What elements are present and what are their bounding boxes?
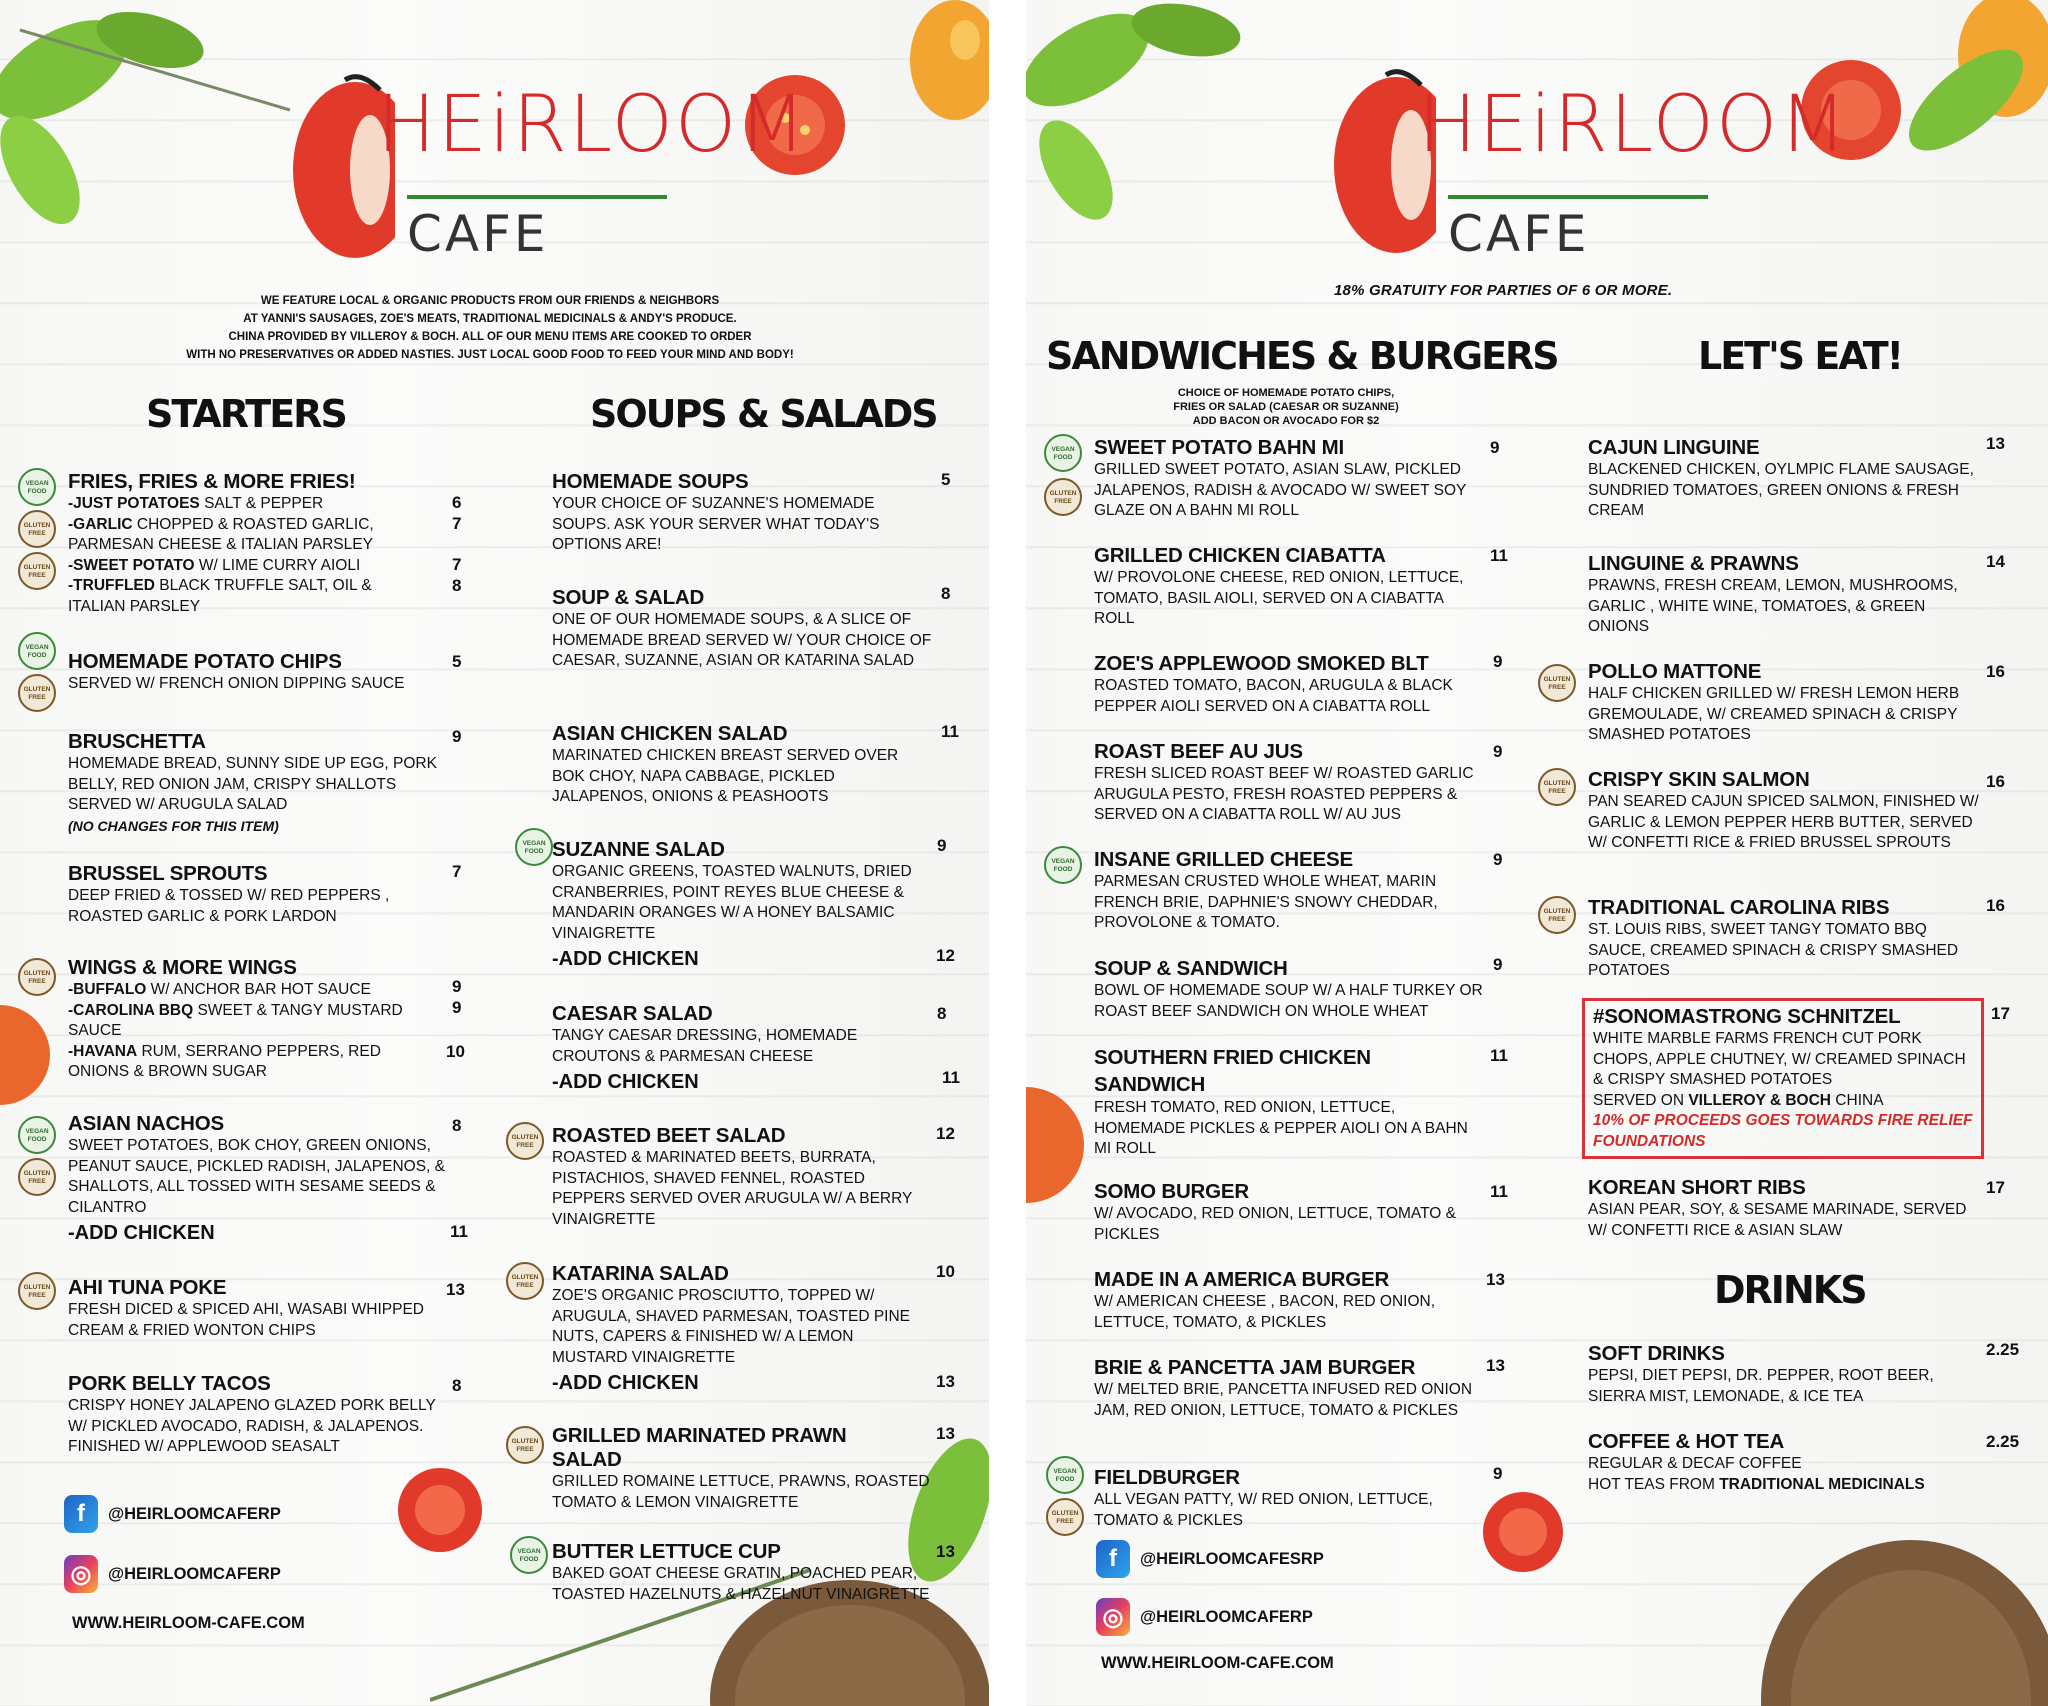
- item-desc: PAN SEARED CAJUN SPICED SALMON, FINISHED W/ GARLIC & LEMON PEPPER HERB BUTTER, SERVED W/ CONFETTI RICE & FRIED BRUSSEL SPROUTS: [1588, 793, 1979, 851]
- item-price: 8: [937, 1004, 947, 1023]
- menu-item-fieldburger: [1094, 1466, 1484, 1531]
- gluten-free-badge-icon: GLUTEN FREE: [506, 1262, 544, 1300]
- item-name: INSANE GRILLED CHEESE: [1094, 848, 1353, 871]
- item-desc: -GARLIC CHOPPED & ROASTED GARLIC, PARMESAN CHEESE & ITALIAN PARSLEY: [68, 515, 374, 553]
- item-name: SOUP & SANDWICH: [1094, 957, 1288, 980]
- cafe-logo: [285, 45, 808, 285]
- item-price: 6: [452, 493, 462, 512]
- menu-item-soft-drinks: [1588, 1342, 1988, 1407]
- item-price: 9: [1490, 438, 1500, 457]
- item-price: 11: [1490, 1046, 1508, 1065]
- menu-item-insane-grilled-cheese: [1094, 848, 1484, 934]
- item-name: SOUP & SALAD: [552, 586, 705, 609]
- item-desc: GRILLED SWEET POTATO, ASIAN SLAW, PICKLED JALAPENOS, RADISH & AVOCADO W/ SWEET SOY GLAZE ON A BAHN MI ROLL: [1094, 461, 1467, 519]
- menu-item-asian-nachos: [68, 1112, 458, 1246]
- facebook-link[interactable]: [64, 1495, 281, 1533]
- menu-item-fries: [68, 470, 468, 617]
- menu-item-sweet-potato-bahn-mi: [1094, 436, 1484, 522]
- gluten-free-badge-icon: GLUTEN FREE: [18, 552, 56, 590]
- website-link[interactable]: WWW.HEIRLOOM-CAFE.COM: [1101, 1654, 1334, 1672]
- add-chicken-option: -ADD CHICKEN: [552, 1372, 699, 1394]
- item-desc: CRISPY HONEY JALAPENO GLAZED PORK BELLY W/ PICKLED AVOCADO, RADISH, & JALAPENOS. FINISHED W/ APPLEWOOD SEASALT: [68, 1397, 436, 1455]
- item-desc: W/ PROVOLONE CHEESE, RED ONION, LETTUCE, TOMATO, BASIL AIOLI, SERVED ON A CIABATTA ROLL: [1094, 569, 1464, 627]
- gluten-free-badge-icon: GLUTEN FREE: [18, 1158, 56, 1196]
- item-price: 13: [936, 1424, 955, 1443]
- sides-note-line: ADD BACON OR AVOCADO FOR $2: [1192, 415, 1380, 427]
- section-title-lets-eat: LET'S EAT!: [1698, 334, 1902, 378]
- menu-item-suzanne-salad: [552, 838, 932, 972]
- menu-item-soup-salad: [552, 586, 932, 672]
- item-price: 16: [1986, 896, 2005, 915]
- menu-item-butter-lettuce-cup: [552, 1540, 942, 1605]
- logo-heirloom-text: HEiRLOOM: [1418, 80, 1849, 170]
- facebook-handle: @HEIRLOOMCAFESRP: [1140, 1549, 1324, 1568]
- item-note: (NO CHANGES FOR THIS ITEM): [68, 817, 279, 834]
- item-price: 11: [1490, 1182, 1508, 1201]
- item-name: CAJUN LINGUINE: [1588, 436, 1760, 459]
- logo-cafe-text: CAFE: [1448, 205, 1590, 263]
- item-name: BRIE & PANCETTA JAM BURGER: [1094, 1356, 1416, 1379]
- item-desc: W/ MELTED BRIE, PANCETTA INFUSED RED ONION JAM, RED ONION, LETTUCE, TOMATO & PICKLES: [1094, 1381, 1473, 1419]
- item-desc: FRESH DICED & SPICED AHI, WASABI WHIPPED CREAM & FRIED WONTON CHIPS: [68, 1301, 424, 1339]
- menu-item-roast-beef-au-jus: [1094, 740, 1484, 826]
- item-desc: ALL VEGAN PATTY, W/ RED ONION, LETTUCE, TOMATO & PICKLES: [1094, 1491, 1433, 1529]
- menu-item-soup-sandwich: [1094, 957, 1484, 1022]
- gluten-free-badge-icon: GLUTEN FREE: [1538, 768, 1576, 806]
- item-price: 9: [452, 998, 462, 1017]
- cherry-tomato-decoration: [1481, 1490, 1566, 1575]
- vegan-badge-icon: VEGAN FOOD: [18, 468, 56, 506]
- section-title-starters: STARTERS: [146, 392, 346, 436]
- logo-divider: [407, 195, 667, 199]
- instagram-icon: ◎: [64, 1555, 98, 1593]
- vegan-badge-icon: VEGAN FOOD: [1044, 846, 1082, 884]
- item-price: 9: [1493, 742, 1503, 761]
- item-price: 12: [936, 1124, 955, 1143]
- vegan-badge-icon: VEGAN FOOD: [1046, 1456, 1084, 1494]
- menu-item-wings: [68, 956, 418, 1083]
- item-name: KOREAN SHORT RIBS: [1588, 1176, 1806, 1199]
- menu-item-pork-belly-tacos: [68, 1372, 458, 1458]
- item-price: 11: [942, 1068, 960, 1087]
- instagram-link[interactable]: [64, 1555, 281, 1593]
- item-price: 2.25: [1986, 1432, 2020, 1451]
- menu-item-crispy-skin-salmon: [1588, 768, 1988, 854]
- item-price: 10: [936, 1262, 955, 1281]
- item-price: 13: [446, 1280, 465, 1299]
- item-desc: SERVED W/ FRENCH ONION DIPPING SAUCE: [68, 675, 405, 692]
- item-desc: ONE OF OUR HOMEMADE SOUPS, & A SLICE OF HOMEMADE BREAD SERVED W/ YOUR CHOICE OF CAESAR, SUZANNE, ASIAN OR KATARINA SALAD: [552, 611, 932, 669]
- item-desc: GRILLED ROMAINE LETTUCE, PRAWNS, ROASTED TOMATO & LEMON VINAIGRETTE: [552, 1473, 930, 1511]
- menu-item-brussel-sprouts: [68, 862, 408, 927]
- item-desc: PEPSI, DIET PEPSI, DR. PEPPER, ROOT BEER, SIERRA MIST, LEMONADE, & ICE TEA: [1588, 1367, 1934, 1405]
- instagram-icon: ◎: [1096, 1598, 1130, 1636]
- item-desc: ROASTED TOMATO, BACON, ARUGULA & BLACK PEPPER AIOLI SERVED ON A CIABATTA ROLL: [1094, 677, 1453, 715]
- gluten-free-badge-icon: GLUTEN FREE: [18, 674, 56, 712]
- menu-item-chicken-ciabatta: [1094, 544, 1484, 630]
- bread-decoration: [1741, 1510, 2048, 1706]
- item-name: SOMO BURGER: [1094, 1180, 1249, 1203]
- item-name: FRIES, FRIES & MORE FRIES!: [68, 470, 356, 493]
- item-price: 11: [1490, 546, 1508, 565]
- item-name: BUTTER LETTUCE CUP: [552, 1540, 781, 1563]
- gluten-free-badge-icon: GLUTEN FREE: [1538, 896, 1576, 934]
- item-price: 8: [452, 576, 462, 595]
- item-desc: -CAROLINA BBQ SWEET & TANGY MUSTARD SAUCE: [68, 1001, 403, 1039]
- gluten-free-badge-icon: GLUTEN FREE: [1046, 1498, 1084, 1536]
- item-desc: TANGY CAESAR DRESSING, HOMEMADE CROUTONS & PARMESAN CHEESE: [552, 1027, 858, 1065]
- item-name: ASIAN NACHOS: [68, 1112, 224, 1135]
- logo-cafe-text: CAFE: [407, 205, 549, 263]
- item-price: 7: [452, 555, 462, 574]
- menu-item-katarina-salad: [552, 1262, 932, 1396]
- item-desc: W/ AVOCADO, RED ONION, LETTUCE, TOMATO & PICKLES: [1094, 1205, 1457, 1243]
- item-desc: PRAWNS, FRESH CREAM, LEMON, MUSHROOMS, GARLIC , WHITE WINE, TOMATOES, & GREEN ONIONS: [1588, 577, 1958, 635]
- item-desc: BOWL OF HOMEMADE SOUP W/ A HALF TURKEY OR ROAST BEEF SANDWICH ON WHOLE WHEAT: [1094, 982, 1483, 1020]
- item-desc: ROASTED & MARINATED BEETS, BURRATA, PISTACHIOS, SHAVED FENNEL, ROASTED PEPPERS SERVED OVER ARUGULA W/ A BERRY VINAIGRETTE: [552, 1149, 913, 1228]
- item-name: #SONOMASTRONG SCHNITZEL: [1593, 1005, 1901, 1028]
- sandwich-sides-note: [1136, 386, 1436, 428]
- fire-relief-note: 10% OF PROCEEDS GOES TOWARDS FIRE RELIEF FOUNDATIONS: [1593, 1112, 1973, 1150]
- menu-item-sonomastrong-schnitzel: [1582, 998, 1984, 1159]
- item-price: 17: [1991, 1004, 2010, 1023]
- item-price: 9: [937, 836, 947, 855]
- basil-leaves-decoration: [0, 0, 300, 280]
- item-name: CAESAR SALAD: [552, 1002, 713, 1025]
- item-price: 11: [450, 1222, 468, 1241]
- item-price: 16: [1986, 772, 2005, 791]
- item-price: 7: [452, 862, 462, 881]
- item-desc: ORGANIC GREENS, TOASTED WALNUTS, DRIED CRANBERRIES, POINT REYES BLUE CHEESE & MANDARIN ORANGES W/ A HONEY BALSAMIC VINAIGRETTE: [552, 863, 912, 942]
- item-desc: DEEP FRIED & TOSSED W/ RED PEPPERS , ROASTED GARLIC & PORK LARDON: [68, 887, 390, 925]
- item-desc: ST. LOUIS RIBS, SWEET TANGY TOMATO BBQ SAUCE, CREAMED SPINACH & CRISPY SMASHED POTATOES: [1588, 921, 1959, 979]
- tomato-slice-decoration: [0, 1000, 50, 1110]
- item-name: ASIAN CHICKEN SALAD: [552, 722, 788, 745]
- item-name: SOUTHERN FRIED CHICKEN SANDWICH: [1094, 1046, 1371, 1096]
- item-price: 13: [936, 1542, 955, 1561]
- section-title-sandwiches-burgers: SANDWICHES & BURGERS: [1046, 334, 1558, 378]
- menu-item-potato-chips: [68, 650, 448, 695]
- item-name: MADE IN A AMERICA BURGER: [1094, 1268, 1390, 1291]
- facebook-handle: @HEIRLOOMCAFERP: [108, 1504, 281, 1523]
- item-name: TRADITIONAL CAROLINA RIBS: [1588, 896, 1890, 919]
- menu-item-coffee-hot-tea: [1588, 1430, 2008, 1495]
- item-desc: FRESH SLICED ROAST BEEF W/ ROASTED GARLIC ARUGULA PESTO, FRESH ROASTED PEPPERS & SERVED ON A CIABATTA ROLL W/ AU JUS: [1094, 765, 1474, 823]
- item-desc: FRESH TOMATO, RED ONION, LETTUCE, HOMEMADE PICKLES & PEPPER AIOLI ON A BAHN MI ROLL: [1094, 1099, 1468, 1157]
- intro-line: WE FEATURE LOCAL & ORGANIC PRODUCTS FROM OUR FRIENDS & NEIGHBORS: [260, 295, 720, 307]
- item-desc: SERVED ON VILLEROY & BOCH CHINA: [1593, 1091, 1884, 1109]
- cherry-tomato-decoration: [395, 1465, 485, 1555]
- item-desc: -JUST POTATOES SALT & PEPPER: [68, 495, 324, 512]
- intro-line: WITH NO PRESERVATIVES OR ADDED NASTIES. JUST LOCAL GOOD FOOD TO FEED YOUR MIND AND BODY!: [186, 349, 794, 361]
- intro-line: AT YANNI'S SAUSAGES, ZOE'S MEATS, TRADITIONAL MEDICINALS & ANDY'S PRODUCE.: [243, 313, 737, 325]
- item-price: 12: [936, 946, 955, 965]
- item-price: 13: [936, 1372, 955, 1391]
- logo-divider: [1448, 195, 1708, 199]
- item-desc: WHITE MARBLE FARMS FRENCH CUT PORK CHOPS, APPLE CHUTNEY, W/ CREAMED SPINACH & CRISPY SMASHED POTATOES: [1593, 1030, 1966, 1088]
- item-price: 9: [1493, 1464, 1503, 1483]
- item-desc: BAKED GOAT CHEESE GRATIN, POACHED PEAR, TOASTED HAZELNUTS & HAZELNUT VINAIGRETTE: [552, 1565, 930, 1603]
- item-desc: BLACKENED CHICKEN, OYLMPIC FLAME SAUSAGE, SUNDRIED TOMATOES, GREEN ONIONS & FRESH CREAM: [1588, 461, 1974, 519]
- item-name: SWEET POTATO BAHN MI: [1094, 436, 1344, 459]
- facebook-icon: f: [64, 1495, 98, 1533]
- item-desc: -SWEET POTATO W/ LIME CURRY AIOLI: [68, 556, 361, 574]
- item-price: 9: [1493, 955, 1503, 974]
- gluten-free-badge-icon: GLUTEN FREE: [1044, 478, 1082, 516]
- item-name: AHI TUNA POKE: [68, 1276, 227, 1299]
- menu-item-applewood-blt: [1094, 652, 1484, 717]
- item-desc: -TRUFFLED BLACK TRUFFLE SALT, OIL & ITALIAN PARSLEY: [68, 577, 372, 615]
- basil-leaves-decoration: [1886, 30, 2046, 170]
- logo-heirloom-text: HEiRLOOM: [377, 80, 808, 170]
- add-chicken-option: -ADD CHICKEN: [552, 948, 699, 970]
- gluten-free-badge-icon: GLUTEN FREE: [18, 510, 56, 548]
- item-name: HOMEMADE POTATO CHIPS: [68, 650, 342, 673]
- item-name: ROAST BEEF AU JUS: [1094, 740, 1303, 763]
- sides-note-line: FRIES OR SALAD (CAESAR OR SUZANNE): [1173, 401, 1399, 413]
- add-chicken-option: -ADD CHICKEN: [68, 1222, 215, 1244]
- instagram-link[interactable]: [1096, 1598, 1313, 1636]
- gluten-free-badge-icon: GLUTEN FREE: [506, 1122, 544, 1160]
- vegan-badge-icon: VEGAN FOOD: [18, 1116, 56, 1154]
- add-chicken-option: -ADD CHICKEN: [552, 1071, 699, 1093]
- item-price: 5: [941, 470, 951, 489]
- vegan-badge-icon: VEGAN FOOD: [18, 632, 56, 670]
- instagram-handle: @HEIRLOOMCAFERP: [108, 1564, 281, 1583]
- item-price: 13: [1986, 434, 2005, 453]
- item-price: 5: [452, 652, 462, 671]
- item-name: KATARINA SALAD: [552, 1262, 729, 1285]
- gluten-free-badge-icon: GLUTEN FREE: [506, 1426, 544, 1464]
- gluten-free-badge-icon: GLUTEN FREE: [1538, 664, 1576, 702]
- item-name: GRILLED CHICKEN CIABATTA: [1094, 544, 1386, 567]
- menu-item-pollo-mattone: [1588, 660, 1988, 746]
- item-name: PORK BELLY TACOS: [68, 1372, 271, 1395]
- section-title-drinks: DRINKS: [1714, 1268, 1866, 1312]
- item-desc: ZOE'S ORGANIC PROSCIUTTO, TOPPED W/ ARUGULA, SHAVED PARMESAN, TOASTED PINE NUTS, CAPERS & FINISHED W/ A LEMON MUSTARD VINAIGRETTE: [552, 1287, 911, 1366]
- item-name: SUZANNE SALAD: [552, 838, 725, 861]
- facebook-link[interactable]: [1096, 1540, 1324, 1578]
- item-desc: PARMESAN CRUSTED WHOLE WHEAT, MARIN FRENCH BRIE, DAPHNIE'S SNOWY CHEDDAR, PROVOLONE & TOMATO.: [1094, 873, 1438, 931]
- item-name: ZOE'S APPLEWOOD SMOKED BLT: [1094, 652, 1429, 675]
- cafe-logo: [1326, 40, 1849, 280]
- item-price: 13: [1486, 1356, 1505, 1375]
- gratuity-note: 18% GRATUITY FOR PARTIES OF 6 OR MORE.: [1334, 282, 1673, 299]
- menu-item-brie-pancetta-burger: [1094, 1356, 1484, 1421]
- item-price: 9: [452, 977, 462, 996]
- menu-item-asian-chicken-salad: [552, 722, 932, 808]
- sides-note-line: CHOICE OF HOMEMADE POTATO CHIPS,: [1177, 387, 1395, 399]
- facebook-icon: f: [1096, 1540, 1130, 1578]
- menu-item-homemade-soups: [552, 470, 932, 556]
- item-price: 13: [1486, 1270, 1505, 1289]
- gluten-free-badge-icon: GLUTEN FREE: [18, 958, 56, 996]
- item-price: 17: [1986, 1178, 2005, 1197]
- menu-item-cajun-linguine: [1588, 436, 1988, 522]
- item-price: 8: [941, 584, 951, 603]
- tomato-slice-decoration: [1026, 1080, 1086, 1210]
- item-price: 7: [452, 514, 462, 533]
- item-desc: ASIAN PEAR, SOY, & SESAME MARINADE, SERVED W/ CONFETTI RICE & ASIAN SLAW: [1588, 1201, 1967, 1239]
- vegan-badge-icon: VEGAN FOOD: [1044, 434, 1082, 472]
- intro-line: CHINA PROVIDED BY VILLEROY & BOCH. ALL OF OUR MENU ITEMS ARE COOKED TO ORDER: [228, 331, 752, 343]
- item-price: 2.25: [1986, 1340, 2020, 1359]
- item-name: LINGUINE & PRAWNS: [1588, 552, 1799, 575]
- instagram-handle: @HEIRLOOMCAFERP: [1140, 1607, 1313, 1626]
- item-price: 11: [941, 722, 959, 741]
- item-desc: -BUFFALO W/ ANCHOR BAR HOT SAUCE: [68, 981, 371, 998]
- menu-item-prawn-salad: [552, 1424, 942, 1513]
- item-price: 10: [446, 1042, 465, 1061]
- website-link[interactable]: WWW.HEIRLOOM-CAFE.COM: [72, 1614, 305, 1632]
- item-name: POLLO MATTONE: [1588, 660, 1762, 683]
- vegan-badge-icon: VEGAN FOOD: [515, 828, 553, 866]
- yellow-tomato-decoration: [900, 0, 989, 140]
- menu-item-bruschetta: [68, 730, 458, 836]
- item-price: 14: [1986, 552, 2005, 571]
- item-desc: MARINATED CHICKEN BREAST SERVED OVER BOK CHOY, NAPA CABBAGE, PICKLED JALAPENOS, ONIONS & PEASHOOTS: [552, 747, 899, 805]
- item-desc: SWEET POTATOES, BOK CHOY, GREEN ONIONS, PEANUT SAUCE, PICKLED RADISH, JALAPENOS, & SHALLOTS, ALL TOSSED WITH SESAME SEEDS & CILANTRO: [68, 1137, 445, 1216]
- menu-page-2: [1026, 0, 2048, 1706]
- menu-item-carolina-ribs: [1588, 896, 1988, 982]
- item-name: HOMEMADE SOUPS: [552, 470, 749, 493]
- menu-item-america-burger: [1094, 1268, 1484, 1333]
- item-desc: HALF CHICKEN GRILLED W/ FRESH LEMON HERB GREMOULADE, W/ CREAMED SPINACH & CRISPY SMASHED POTATOES: [1588, 685, 1960, 743]
- item-desc: REGULAR & DECAF COFFEE: [1588, 1455, 1802, 1472]
- menu-item-somo-burger: [1094, 1180, 1484, 1245]
- item-name: ROASTED BEET SALAD: [552, 1124, 786, 1147]
- item-desc: HOT TEAS FROM TRADITIONAL MEDICINALS: [1588, 1475, 1925, 1493]
- vegan-badge-icon: VEGAN FOOD: [510, 1536, 548, 1574]
- item-name: BRUSSEL SPROUTS: [68, 862, 268, 885]
- item-name: BRUSCHETTA: [68, 730, 206, 753]
- menu-item-caesar-salad: [552, 1002, 932, 1095]
- menu-item-korean-short-ribs: [1588, 1176, 1988, 1241]
- item-desc: YOUR CHOICE OF SUZANNE'S HOMEMADE SOUPS. ASK YOUR SERVER WHAT TODAY'S OPTIONS ARE!: [552, 495, 880, 553]
- menu-item-ahi-tuna-poke: [68, 1276, 448, 1341]
- item-name: CRISPY SKIN SALMON: [1588, 768, 1810, 791]
- gluten-free-badge-icon: GLUTEN FREE: [18, 1272, 56, 1310]
- item-price: 8: [452, 1116, 462, 1135]
- item-desc: W/ AMERICAN CHEESE , BACON, RED ONION, LETTUCE, TOMATO, & PICKLES: [1094, 1293, 1436, 1331]
- item-desc: HOMEMADE BREAD, SUNNY SIDE UP EGG, PORK BELLY, RED ONION JAM, CRISPY SHALLOTS SERVED W/ ARUGULA SALAD: [68, 755, 437, 813]
- item-name: FIELDBURGER: [1094, 1466, 1240, 1489]
- item-price: 8: [452, 1376, 462, 1395]
- page-gap: [989, 0, 1026, 1706]
- menu-item-roasted-beet-salad: [552, 1124, 932, 1230]
- intro-text: [120, 292, 860, 364]
- menu-item-southern-fried-chicken: [1094, 1044, 1484, 1160]
- item-name: COFFEE & HOT TEA: [1588, 1430, 1785, 1453]
- basil-leaves-decoration: [1026, 0, 1326, 260]
- menu-item-linguine-prawns: [1588, 552, 1988, 638]
- item-price: 9: [1493, 850, 1503, 869]
- item-price: 16: [1986, 662, 2005, 681]
- item-price: 9: [452, 727, 462, 746]
- item-price: 9: [1493, 652, 1503, 671]
- section-title-soups-salads: SOUPS & SALADS: [590, 392, 937, 436]
- item-desc: -HAVANA RUM, SERRANO PEPPERS, RED ONIONS & BROWN SUGAR: [68, 1042, 381, 1080]
- item-name: WINGS & MORE WINGS: [68, 956, 297, 979]
- menu-page-1: [0, 0, 989, 1706]
- item-name: GRILLED MARINATED PRAWN SALAD: [552, 1424, 847, 1471]
- item-name: SOFT DRINKS: [1588, 1342, 1725, 1365]
